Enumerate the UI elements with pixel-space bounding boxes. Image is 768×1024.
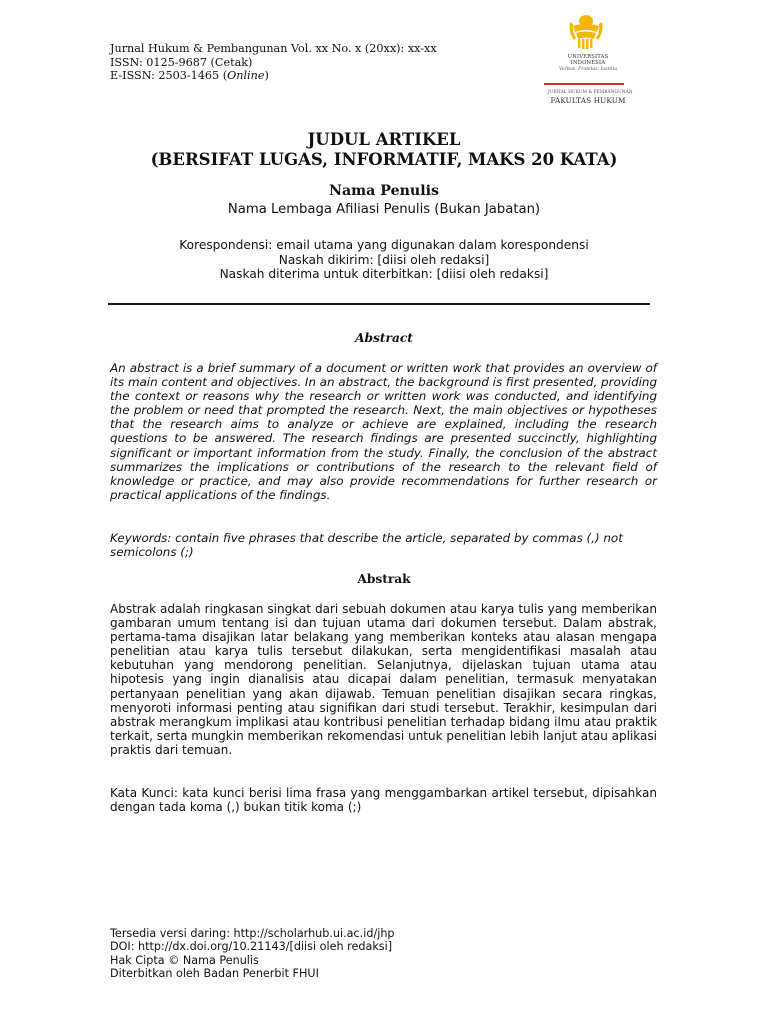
author-name: Nama Penulis (328, 183, 439, 199)
article-title (0, 130, 768, 170)
logo-university-line1: UNIVERSITAS (567, 54, 609, 60)
makara-emblem-icon (566, 12, 606, 52)
author-affiliation: Nama Lembaga Afiliasi Penulis (Bukan Jabatan) (227, 202, 541, 217)
accepted-date: Naskah diterima untuk diterbitkan: [diisi oleh redaksi] (219, 267, 549, 282)
footer-publisher: Diterbitkan oleh Badan Penerbit FHUI (110, 966, 319, 980)
eissn-suffix: ) (264, 69, 269, 83)
keywords-en: Keywords: contain five phrases that describe the article, separated by commas (,) not semicolons (;) (110, 531, 623, 560)
title-line1: JUDUL ARTIKEL (307, 130, 461, 149)
eissn-prefix: E-ISSN: 2503-1465 ( (110, 69, 228, 83)
abstrak-body: Abstrak adalah ringkasan singkat dari sebuah dokumen atau karya tulis yang memberikan gambaran umum tentang isi dan tujuan utama dari dokumen tersebut. Dalam abstrak, pertama-tama disajikan latar belakang yang memberikan konteks atau alasan mengapa penelitian atau karya tulis tersebut dilakukan, serta mengidentifikasi masalah atau kebutuhan yang mendorong penelitian. Selanjutnya, dijelaskan tujuan utama atau hipotesis yang ingin dianalisis atau dicapai dalam penelitian, termasuk menyatakan pertanyaan penelitian yang akan dijawab. Temuan penelitian disajikan secara ringkas, menyoroti informasi penting atau signifikan dari studi tersebut. Terakhir, kesimpulan dari abstrak merangkum implikasi atau kontribusi penelitian terhadap bidang ilmu atau praktik terkait, serta mungkin memberikan rekomendasi untuk penelitian lebih lanjut atau aplikasi praktis dari temuan. (110, 602, 657, 757)
header-divider (108, 303, 650, 305)
logo-journal-name: JURNAL HUKUM & PEMBANGUNAN (548, 90, 633, 95)
abstrak-heading: Abstrak (357, 572, 411, 586)
footer-doi: DOI: http://dx.doi.org/10.21143/[diisi oleh redaksi] (110, 940, 393, 954)
university-logo (548, 12, 633, 112)
logo-motto: Veritas, Probitas, Iustitia (559, 67, 617, 72)
issn-print: ISSN: 0125-9687 (Cetak) (110, 55, 253, 69)
journal-line: Jurnal Hukum & Pembangunan Vol. xx No. x (20xx): xx-xx (110, 42, 437, 55)
submitted-date: Naskah dikirim: [diisi oleh redaksi] (278, 252, 490, 267)
title-line2: (BERSIFAT LUGAS, INFORMATIF, MAKS 20 KATA) (150, 150, 618, 169)
footer-online: Tersedia versi daring: http://scholarhub.ui.ac.id/jhp (110, 927, 395, 940)
correspondence-block (0, 238, 768, 282)
abstract-body: An abstract is a brief summary of a document or written work that provides an overview of its main content and objectives. In an abstract, the background is first presented, providing the context or reasons why the research or written work was conducted, and identifying the problem or need that prompted the research. Next, the main objectives or hypotheses that the research aims to analyze or achieve are explained, including the research questions to be answered. The research findings are presented succinctly, highlighting significant or important information from the study. Finally, the conclusion of the abstract summarizes the implications or contributions of the research to the relevant field of knowledge or practice, and may also provide recommendations for further research or practical applications of the findings. (110, 361, 658, 502)
correspondence-email: Korespondensi: email utama yang digunakan dalam korespondensi (179, 238, 589, 252)
footer-copyright: Hak Cipta © Nama Penulis (110, 953, 259, 967)
logo-faculty: FAKULTAS HUKUM (550, 96, 626, 105)
keywords-id: Kata Kunci: kata kunci berisi lima frasa yang menggambarkan artikel tersebut, dipisahkan dengan tada koma (,) bukan titik koma (;) (110, 786, 657, 815)
abstract-heading: Abstract (355, 331, 413, 345)
page-footer (110, 927, 395, 980)
journal-header (110, 42, 437, 83)
logo-university-line2: INDONESIA (570, 60, 606, 66)
eissn-online: Online (227, 69, 265, 83)
logo-divider (544, 83, 624, 85)
eissn-line (110, 69, 437, 83)
